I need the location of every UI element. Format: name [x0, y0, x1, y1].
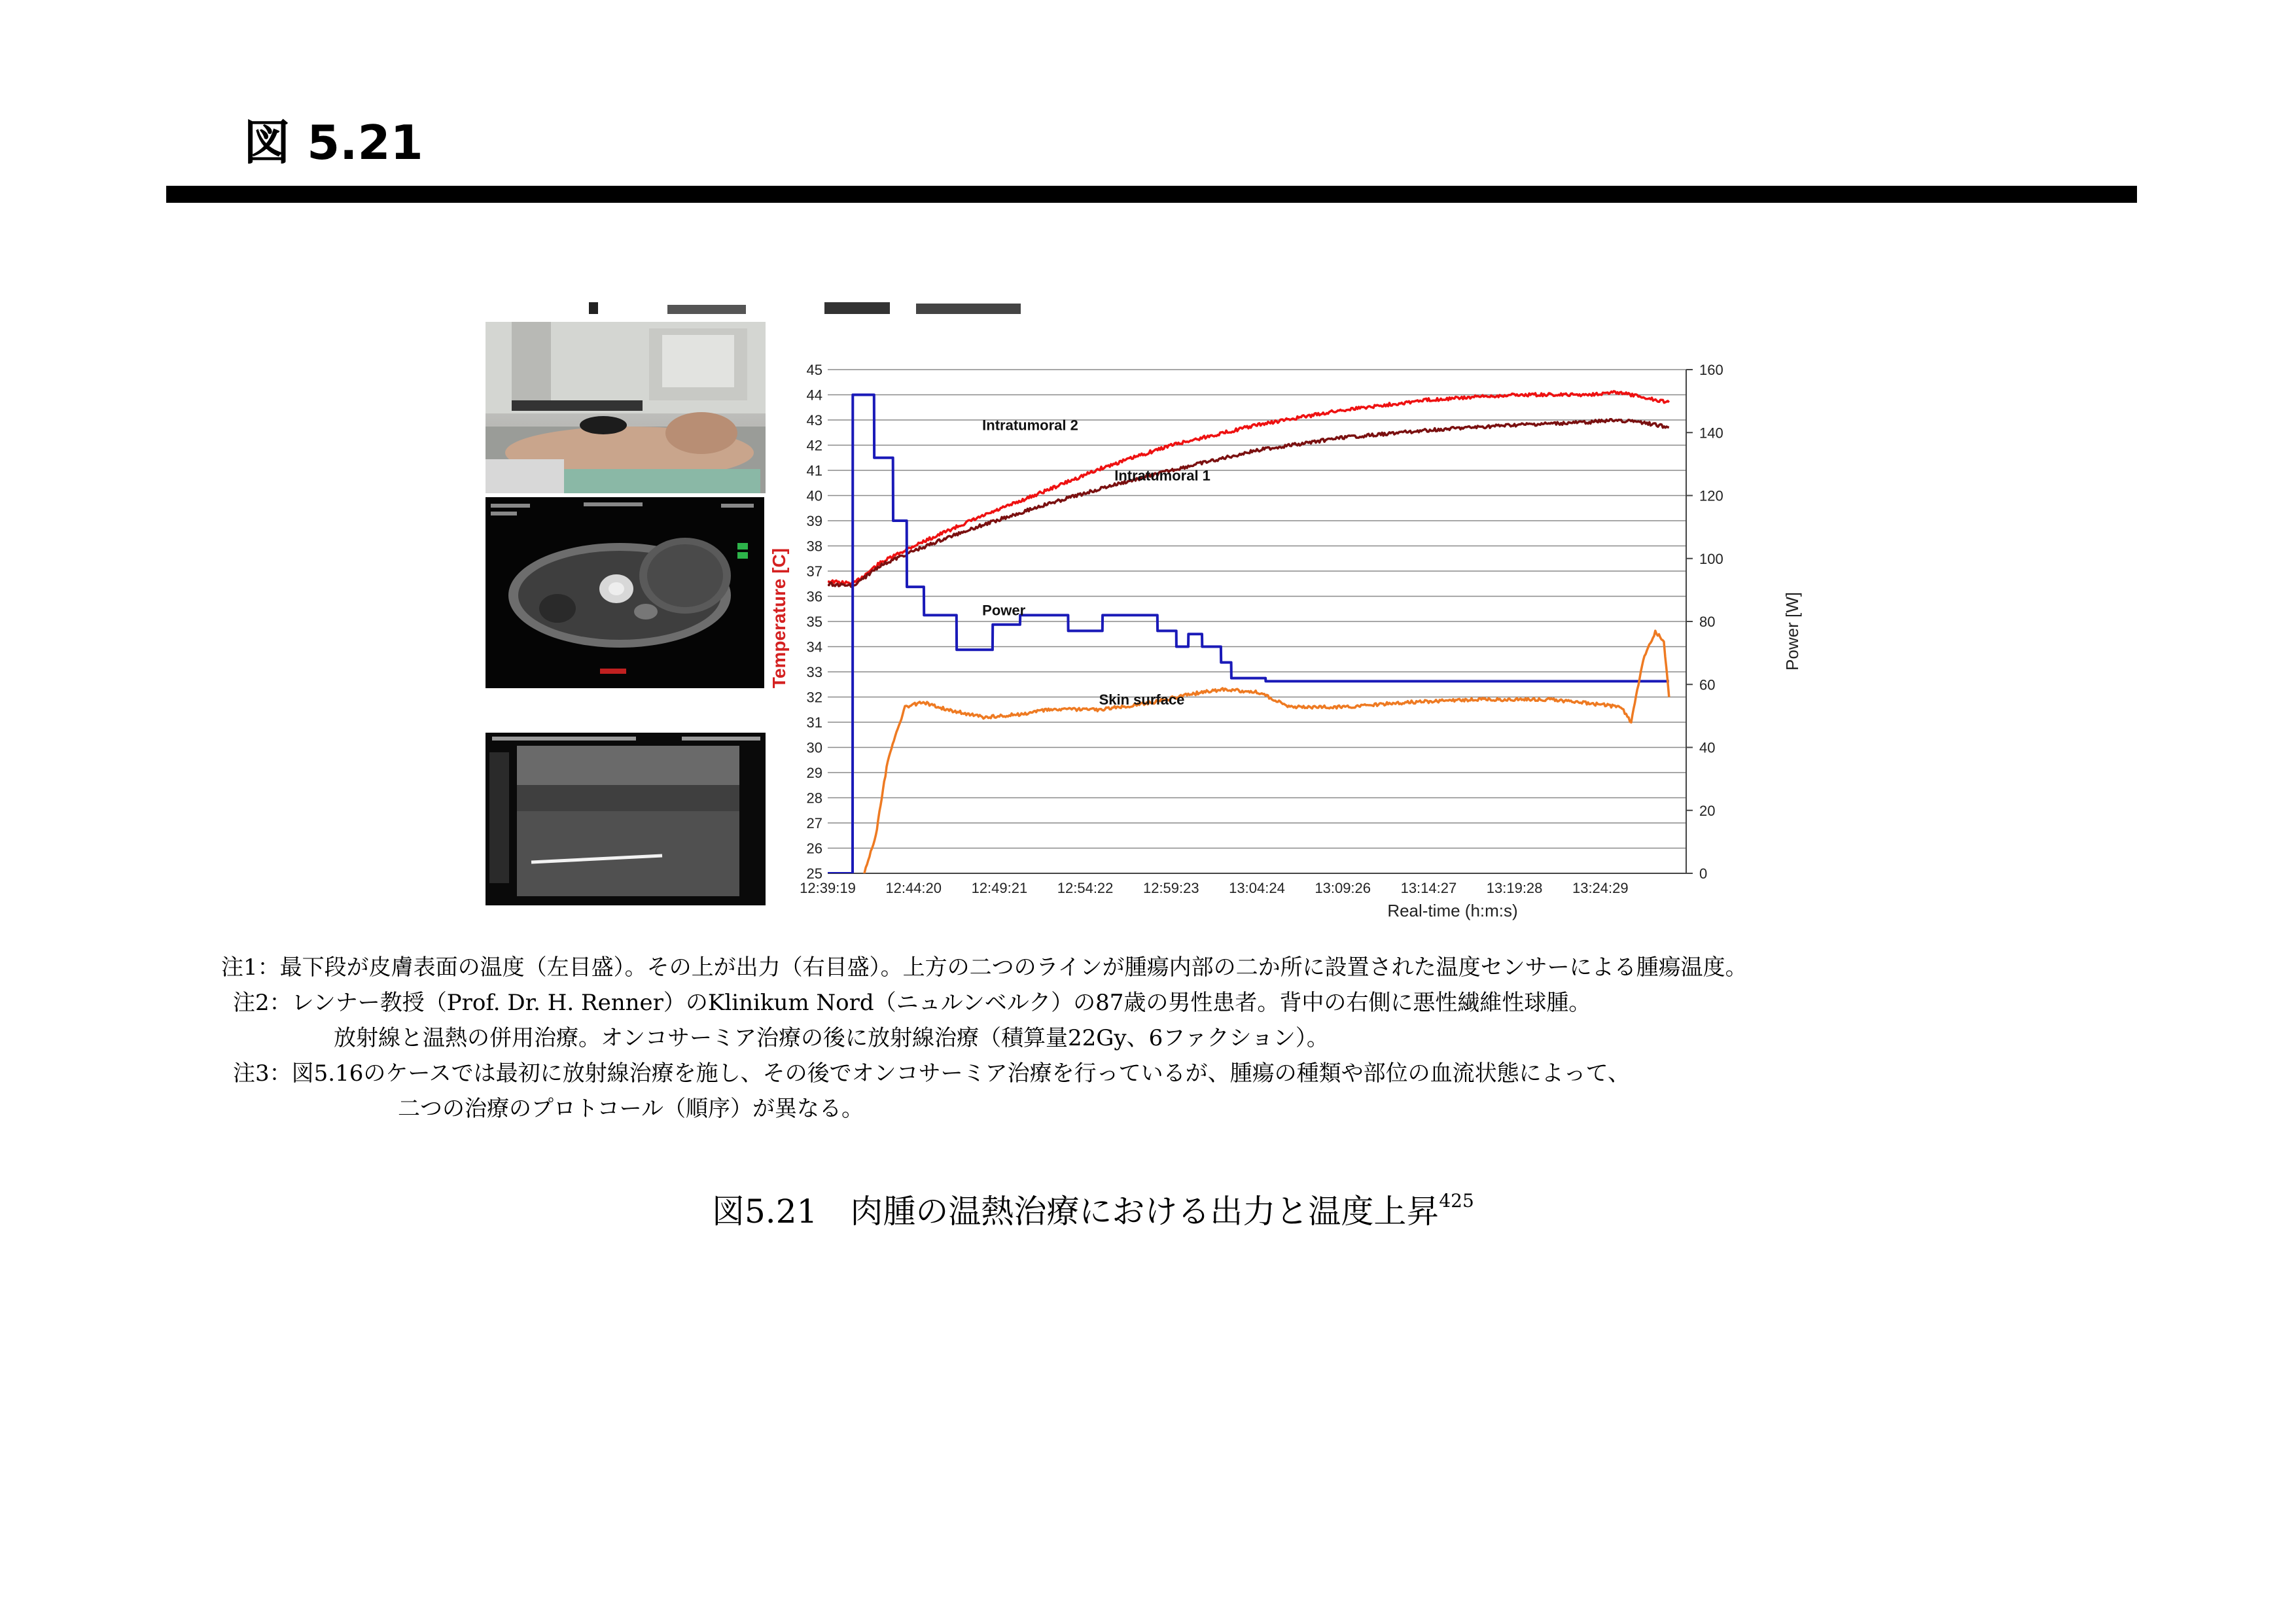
note-1: 注1：最下段が皮膚表面の温度（左目盛）。その上が出力（右目盛）。上方の二つのラインが腫瘍内部の二か所に設置された温度センサーによる腫瘍温度。 [221, 954, 1748, 981]
y-tick-label: 25 [806, 865, 822, 882]
y-tick-label: 34 [806, 638, 822, 655]
note-3: 注3：図5.16のケースでは最初に放射線治療を施し、その後でオンコサーミア治療を行っているが、腫瘍の種類や部位の血流状態によって、 [233, 1060, 1630, 1087]
y-tick-label: 27 [806, 815, 822, 831]
x-tick-label: 13:14:27 [1400, 880, 1457, 896]
y-tick-label: 43 [806, 412, 822, 428]
y2-tick-label: 160 [1699, 362, 1723, 378]
y-tick-label: 42 [806, 437, 822, 454]
y2-tick-label: 20 [1699, 802, 1716, 819]
patient-treatment-photo [486, 322, 766, 493]
y2-axis-label: Power [W] [1782, 592, 1802, 671]
caption-text: 図5.21 肉腫の温熱治療における出力と温度上昇 [712, 1193, 1439, 1230]
y-tick-label: 35 [806, 614, 822, 630]
notes-block [221, 950, 1748, 1126]
y2-tick-label: 100 [1699, 550, 1723, 567]
page-heading: 図 5.21 [243, 115, 423, 170]
y-tick-label: 29 [806, 765, 822, 781]
y2-tick-label: 80 [1699, 614, 1716, 630]
x-tick-label: 12:44:20 [885, 880, 942, 896]
y-tick-label: 44 [806, 387, 822, 404]
series-annotation: Power [982, 602, 1026, 619]
y-tick-label: 41 [806, 462, 822, 479]
x-tick-label: 13:04:24 [1229, 880, 1285, 896]
note-3-continued: 二つの治療のプロトコール（順序）が異なる。 [398, 1096, 864, 1122]
note-2-continued: 放射線と温熱の併用治療。オンコサーミア治療の後に放射線治療（積算量22Gy、6ファクション）。 [334, 1025, 1329, 1051]
y-tick-label: 38 [806, 538, 822, 555]
y-tick-label: 30 [806, 739, 822, 756]
y2-tick-label: 60 [1699, 676, 1716, 693]
x-tick-label: 12:59:23 [1142, 880, 1199, 896]
y-tick-label: 39 [806, 513, 822, 529]
x-axis-label: Real-time (h:m:s) [1387, 901, 1518, 920]
figure-caption [712, 1185, 1474, 1232]
ultrasound-image [486, 733, 771, 905]
y2-tick-label: 40 [1699, 739, 1716, 756]
y-tick-label: 32 [806, 689, 822, 706]
y-tick-label: 28 [806, 790, 822, 807]
x-tick-label: 12:49:21 [971, 880, 1028, 896]
y2-tick-label: 120 [1699, 487, 1723, 504]
x-tick-label: 12:54:22 [1057, 880, 1114, 896]
x-tick-label: 13:24:29 [1572, 880, 1629, 896]
y-tick-label: 33 [806, 664, 822, 680]
caption-reference: 425 [1439, 1190, 1474, 1212]
series-annotation: Intratumoral 1 [1114, 467, 1210, 484]
y-tick-label: 26 [806, 840, 822, 857]
y-tick-label: 45 [806, 362, 822, 378]
y2-tick-label: 0 [1699, 865, 1708, 882]
y-tick-label: 31 [806, 714, 822, 731]
hyperthermia-chart [766, 357, 1826, 929]
note-2: 注2：レンナー教授（Prof. Dr. H. Renner）のKlinikum Nord（ニュルンベルク）の87歳の男性患者。背中の右側に悪性繊維性球腫。 [233, 990, 1591, 1016]
y-tick-label: 37 [806, 563, 822, 580]
series-annotation: Skin surface [1099, 691, 1185, 708]
cropped-title-fragment [576, 296, 1112, 315]
y2-tick-label: 140 [1699, 425, 1723, 442]
series-annotation: Intratumoral 2 [982, 417, 1078, 434]
y-axis-label: Temperature [C] [769, 548, 789, 689]
ct-scan-image [486, 497, 764, 688]
x-tick-label: 13:19:28 [1486, 880, 1543, 896]
y-tick-label: 40 [806, 487, 822, 504]
y-tick-label: 36 [806, 588, 822, 605]
x-tick-label: 12:39:19 [800, 880, 856, 896]
x-tick-label: 13:09:26 [1315, 880, 1371, 896]
heading-rule [166, 186, 2137, 203]
